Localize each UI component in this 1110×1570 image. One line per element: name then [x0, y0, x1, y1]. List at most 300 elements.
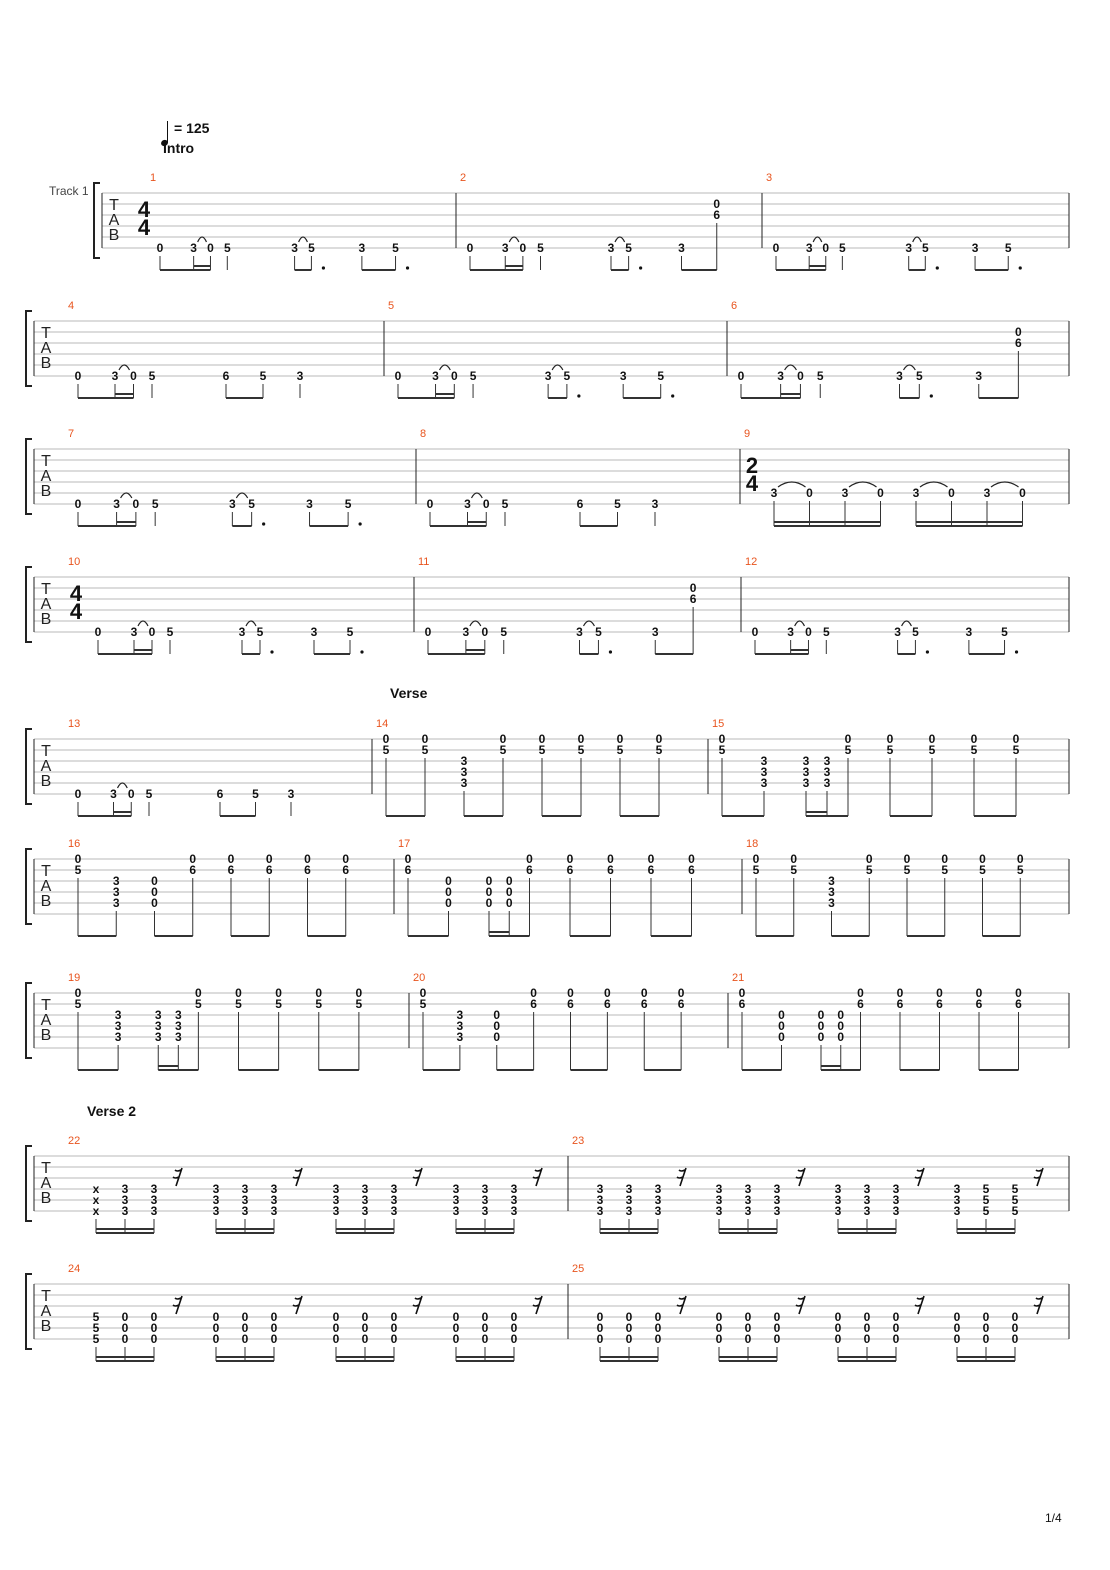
fret-number: 0	[896, 986, 904, 1000]
sixteenth-rest-icon	[293, 1296, 302, 1314]
fret-number: 0	[689, 581, 697, 595]
fret-number: 5	[1001, 625, 1008, 639]
fret-number: 0	[127, 787, 135, 801]
tie-arc	[118, 783, 128, 788]
fret-number: 6	[265, 863, 273, 877]
tab-clef-letter: T	[41, 325, 51, 342]
time-signature-top: 4	[69, 581, 83, 606]
fret-number: 3	[460, 765, 468, 779]
tie-arc	[509, 237, 519, 242]
fret-number: 3	[456, 1019, 464, 1033]
fret-number: 0	[654, 1332, 662, 1346]
fret-number: 5	[752, 863, 760, 877]
sixteenth-rest-icon	[796, 1168, 805, 1186]
fret-number: 0	[390, 1332, 398, 1346]
fret-number: 3	[892, 1204, 900, 1218]
fret-number: 3	[823, 765, 831, 779]
dot	[577, 394, 580, 397]
fret-number: 0	[865, 852, 873, 866]
fret-number: 0	[485, 885, 493, 899]
fret-number: 0	[485, 874, 493, 888]
fret-number: 0	[718, 732, 726, 746]
fret-number: 0	[361, 1310, 369, 1324]
fret-number: 3	[773, 1182, 781, 1196]
time-signature-top: 2	[745, 453, 759, 478]
fret-number: 0	[151, 885, 158, 899]
fret-number: 5	[614, 497, 621, 511]
fret-number: 3	[114, 1008, 122, 1022]
fret-number: 0	[150, 1310, 158, 1324]
fret-number: 3	[625, 1193, 633, 1207]
fret-number: 0	[212, 1310, 220, 1324]
fret-number: 0	[773, 1321, 781, 1335]
fret-number: 5	[903, 863, 911, 877]
fret-number: 0	[857, 986, 864, 1000]
fret-number: 0	[863, 1332, 871, 1346]
fret-number: 0	[355, 986, 363, 1000]
fret-number: 3	[773, 1204, 781, 1218]
fret-number: 3	[241, 1204, 249, 1218]
fret-number: 3	[390, 1193, 398, 1207]
fret-number: 0	[505, 874, 513, 888]
fret-number: 6	[647, 863, 655, 877]
fret-number: 3	[481, 1193, 489, 1207]
tab-clef-letter: A	[40, 1303, 52, 1320]
fret-number: 5	[74, 997, 82, 1011]
fret-number: 0	[510, 1310, 518, 1324]
fret-number: 0	[121, 1321, 129, 1335]
system-bracket	[26, 729, 32, 804]
sixteenth-rest-icon	[533, 1168, 542, 1186]
fret-number: 3	[310, 625, 318, 639]
fret-number: 0	[975, 986, 983, 1000]
tab-clef-letter: T	[41, 997, 51, 1014]
system-bracket	[26, 311, 32, 386]
fret-number: 0	[655, 732, 663, 746]
fret-number: 0	[979, 852, 986, 866]
fret-number: 0	[156, 241, 164, 255]
fret-number: 0	[270, 1310, 278, 1324]
fret-number: 5	[252, 787, 259, 801]
fret-number: 0	[212, 1321, 220, 1335]
fret-number: 0	[607, 852, 614, 866]
fret-number: 3	[760, 776, 768, 790]
fret-number: 3	[802, 754, 810, 768]
fret-number: 5	[166, 625, 174, 639]
fret-number: 5	[501, 497, 509, 511]
fret-number: 0	[270, 1321, 278, 1335]
sixteenth-rest-icon	[1034, 1168, 1043, 1186]
fret-number: 6	[566, 863, 574, 877]
fret-number: 0	[304, 852, 311, 866]
fret-number: 3	[154, 1008, 162, 1022]
fret-number: 0	[227, 852, 235, 866]
fret-number: 5	[355, 997, 363, 1011]
fret-number: 3	[625, 1182, 633, 1196]
tab-clef-letter: B	[40, 611, 52, 628]
fret-number: 3	[481, 1204, 489, 1218]
dot	[262, 522, 265, 525]
fret-number: 5	[151, 497, 159, 511]
fret-number: 3	[114, 1030, 122, 1044]
fret-number: 3	[607, 241, 615, 255]
fret-number: 3	[241, 1182, 249, 1196]
fret-number: 0	[713, 197, 721, 211]
fret-number: 3	[481, 1182, 489, 1196]
fret-number: 0	[493, 1019, 501, 1033]
fret-number: 3	[291, 241, 298, 255]
fret-number: 0	[817, 1008, 825, 1022]
fret-number: 0	[953, 1321, 961, 1335]
fret-number: 3	[975, 369, 983, 383]
fret-number: 0	[452, 1321, 460, 1335]
fret-number: 3	[953, 1193, 961, 1207]
fret-number: 0	[151, 896, 158, 910]
fret-number: 0	[212, 1332, 220, 1346]
fret-number: 6	[216, 787, 224, 801]
fret-number: 5	[148, 369, 156, 383]
fret-number: 0	[74, 986, 82, 1000]
fret-number: 3	[150, 1182, 158, 1196]
fret-number: 5	[92, 1321, 100, 1335]
fret-number: 3	[770, 486, 778, 500]
measure-number: 25	[572, 1263, 585, 1275]
fret-number: 5	[839, 241, 846, 255]
tab-clef-letter: A	[40, 1012, 52, 1029]
fret-number: 6	[607, 863, 614, 877]
fret-number: 3	[452, 1204, 460, 1218]
fret-number: 3	[464, 497, 471, 511]
tie-arc	[119, 365, 130, 370]
fret-number: 3	[544, 369, 552, 383]
tab-clef-letter: B	[40, 1318, 52, 1335]
fret-number: 3	[863, 1193, 871, 1207]
fret-number: 0	[1011, 1321, 1019, 1335]
fret-number: 0	[834, 1310, 842, 1324]
fret-number: 3	[983, 486, 991, 500]
tie-arc	[902, 621, 912, 626]
fret-number: 5	[625, 241, 632, 255]
fret-number: 0	[132, 497, 140, 511]
fret-number: 5	[538, 743, 546, 757]
fret-number: 3	[358, 241, 366, 255]
fret-number: 0	[647, 852, 655, 866]
fret-number: 0	[121, 1310, 129, 1324]
dot	[406, 266, 409, 269]
fret-number: 5	[256, 625, 264, 639]
fret-number: 3	[190, 241, 197, 255]
fret-number: 0	[445, 896, 452, 910]
fret-number: 0	[928, 732, 936, 746]
fret-number: 0	[493, 1030, 501, 1044]
fret-number: 0	[892, 1332, 900, 1346]
tie-arc	[795, 621, 805, 626]
fret-number: 3	[912, 486, 920, 500]
fret-number: 3	[121, 1193, 129, 1207]
tie-arc	[991, 482, 1019, 487]
fret-number: 3	[654, 1193, 662, 1207]
fret-number: 3	[773, 1193, 781, 1207]
dot	[1015, 650, 1018, 653]
fret-number: 0	[421, 732, 429, 746]
fret-number: 0	[751, 625, 759, 639]
fret-number: 5	[419, 997, 427, 1011]
measure-number: 6	[731, 300, 738, 312]
fret-number: 0	[482, 497, 490, 511]
fret-number: 0	[538, 732, 546, 746]
tie-arc	[440, 365, 451, 370]
tab-clef-letter: A	[40, 878, 52, 895]
track-name: Track 1	[49, 184, 89, 198]
time-signature-bottom: 4	[69, 599, 83, 624]
fret-number: 0	[1011, 1310, 1019, 1324]
fret-number: 6	[1015, 336, 1022, 350]
tab-clef-letter: A	[40, 340, 52, 357]
fret-number: 3	[150, 1204, 158, 1218]
fret-number: 3	[174, 1008, 182, 1022]
fret-number: 3	[460, 754, 468, 768]
measure-number: 13	[68, 718, 81, 730]
fret-number: 5	[979, 863, 986, 877]
fret-number: 6	[688, 863, 695, 877]
tie-arc	[778, 482, 806, 487]
fret-number: 3	[111, 369, 119, 383]
fret-number: 5	[912, 625, 919, 639]
fret-number: 0	[499, 732, 507, 746]
fret-number: 3	[805, 241, 813, 255]
fret-number: 5	[248, 497, 255, 511]
fret-number: 3	[452, 1193, 460, 1207]
tie-arc	[472, 493, 483, 498]
fret-number: 0	[948, 486, 955, 500]
tie-arc	[138, 621, 148, 626]
dot	[609, 650, 612, 653]
page-number: 1/4	[1045, 1511, 1062, 1525]
fret-number: 5	[1011, 1193, 1019, 1207]
measure-number: 19	[68, 972, 81, 984]
fret-number: 5	[1004, 241, 1012, 255]
dot	[1019, 266, 1022, 269]
fret-number: 0	[424, 625, 432, 639]
fret-number: 0	[941, 852, 949, 866]
tie-arc	[615, 237, 625, 242]
fret-number: 3	[965, 625, 973, 639]
fret-number: 3	[892, 1182, 900, 1196]
dot	[671, 394, 674, 397]
fret-number: 6	[896, 997, 904, 1011]
fret-number: 3	[332, 1193, 340, 1207]
fret-number: 5	[469, 369, 477, 383]
fret-number: 5	[392, 241, 399, 255]
measure-number: 4	[68, 300, 75, 312]
fret-number: 0	[505, 885, 513, 899]
fret-number: 0	[94, 625, 102, 639]
measure-number: 15	[712, 718, 725, 730]
sixteenth-rest-icon	[915, 1168, 924, 1186]
fret-number: 3	[905, 241, 913, 255]
fret-number: 6	[227, 863, 235, 877]
fret-number: 0	[778, 1008, 785, 1022]
fret-number: 3	[828, 874, 835, 888]
fret-number: 6	[936, 997, 943, 1011]
fret-number: 3	[112, 874, 120, 888]
measure-number: 17	[398, 838, 411, 850]
fret-number: 3	[715, 1193, 723, 1207]
fret-number: 6	[189, 863, 197, 877]
fret-number: 0	[982, 1332, 990, 1346]
measure-number: 12	[745, 556, 758, 568]
fret-number: 3	[823, 776, 831, 790]
fret-number: 0	[241, 1310, 249, 1324]
dot	[936, 266, 939, 269]
measure-number: 10	[68, 556, 81, 568]
tab-clef-letter: B	[40, 893, 52, 910]
fret-number: 0	[1012, 732, 1020, 746]
measure-number: 24	[68, 1263, 81, 1275]
measure-number: 22	[68, 1135, 81, 1147]
system-bracket	[26, 1274, 32, 1349]
time-signature-top: 4	[137, 197, 151, 222]
fret-number: 3	[150, 1193, 158, 1207]
fret-number: 0	[270, 1332, 278, 1346]
fret-number: 0	[74, 787, 82, 801]
fret-number: 0	[74, 497, 82, 511]
fret-number: 0	[505, 896, 513, 910]
fret-number: 6	[530, 997, 537, 1011]
fret-number: 0	[481, 625, 489, 639]
fret-number: 0	[744, 1332, 752, 1346]
fret-number: 5	[346, 625, 354, 639]
fret-number: 3	[651, 497, 659, 511]
fret-number: 0	[1011, 1332, 1019, 1346]
fret-number: 3	[361, 1193, 369, 1207]
fret-number: 0	[519, 241, 527, 255]
fret-number: 0	[886, 732, 894, 746]
fret-number: 3	[332, 1204, 340, 1218]
fret-number: 0	[953, 1332, 961, 1346]
measure-number: 1	[150, 172, 157, 184]
fret-number: 0	[426, 497, 434, 511]
fret-number: 5	[235, 997, 242, 1011]
fret-number: 3	[760, 765, 768, 779]
fret-number: 3	[625, 1204, 633, 1218]
fret-number: 3	[212, 1182, 220, 1196]
fret-number: 5	[822, 625, 830, 639]
fret-number: 3	[212, 1204, 220, 1218]
fret-number: 0	[1019, 486, 1026, 500]
fret-number: 0	[510, 1332, 518, 1346]
fret-number: 0	[892, 1321, 900, 1335]
fret-number: 6	[689, 592, 697, 606]
fret-number: 3	[715, 1182, 723, 1196]
fret-number: 5	[577, 743, 585, 757]
system-bracket	[26, 983, 32, 1058]
measure-number: 16	[68, 838, 81, 850]
fret-number: 0	[150, 1321, 158, 1335]
fret-number: 5	[915, 369, 923, 383]
fret-number: 3	[596, 1182, 604, 1196]
fret-number: 0	[844, 732, 852, 746]
fret-number: 0	[452, 1310, 460, 1324]
tie-arc	[470, 621, 481, 626]
fret-number: 3	[390, 1182, 398, 1196]
fret-number: 0	[737, 369, 745, 383]
measure-number: 2	[460, 172, 467, 184]
dot	[930, 394, 933, 397]
tab-clef-letter: T	[41, 1160, 51, 1177]
fret-number: 3	[121, 1204, 129, 1218]
fret-number: 0	[805, 625, 812, 639]
fret-number: 3	[863, 1204, 871, 1218]
fret-number: 5	[921, 241, 929, 255]
fret-number: 3	[828, 896, 835, 910]
fret-number: 3	[678, 241, 685, 255]
fret-number: 3	[241, 1193, 249, 1207]
fret-number: 0	[616, 732, 624, 746]
fret-number: 5	[816, 369, 824, 383]
fret-number: 6	[576, 497, 584, 511]
fret-number: 5	[928, 743, 936, 757]
fret-number: 3	[270, 1204, 278, 1218]
fret-number: 0	[1015, 986, 1022, 1000]
fret-number: 0	[772, 241, 780, 255]
tab-clef-letter: A	[40, 596, 52, 613]
fret-number: 3	[744, 1193, 752, 1207]
fret-number: 0	[452, 1332, 460, 1346]
time-signature-bottom: 4	[745, 471, 759, 496]
measure-number: 18	[746, 838, 759, 850]
fret-number: 3	[456, 1008, 464, 1022]
fret-number: 0	[74, 852, 82, 866]
fret-number: 5	[1011, 1182, 1019, 1196]
fret-number: 6	[640, 997, 648, 1011]
fret-number: 5	[275, 997, 282, 1011]
fret-number: 0	[241, 1332, 249, 1346]
fret-number: 0	[752, 852, 760, 866]
tab-clef-letter: B	[40, 1027, 52, 1044]
fret-number: 0	[241, 1321, 249, 1335]
fret-number: 0	[361, 1332, 369, 1346]
fret-number: 3	[894, 625, 901, 639]
fret-number: 5	[74, 863, 82, 877]
sixteenth-rest-icon	[173, 1296, 182, 1314]
section-label-verse: Verse	[390, 685, 428, 701]
tab-clef-letter: B	[40, 773, 52, 790]
fret-number: 0	[74, 369, 82, 383]
fret-number: 0	[790, 852, 798, 866]
fret-number: 3	[212, 1193, 220, 1207]
fret-number: 5	[145, 787, 153, 801]
fret-number: 0	[419, 986, 427, 1000]
fret-number: 3	[619, 369, 627, 383]
fret-number: 0	[625, 1332, 633, 1346]
sixteenth-rest-icon	[915, 1296, 924, 1314]
tab-clef-letter: T	[41, 1288, 51, 1305]
fret-number: 3	[971, 241, 979, 255]
fret-number: 3	[130, 625, 138, 639]
fret-number: x	[92, 1204, 100, 1218]
fret-number: 3	[154, 1019, 162, 1033]
dot	[270, 650, 273, 653]
fret-number: 5	[195, 997, 202, 1011]
tie-arc	[920, 482, 948, 487]
fret-number: 5	[259, 369, 267, 383]
system-bracket	[26, 567, 32, 642]
fret-number: 0	[834, 1321, 842, 1335]
fret-number: 3	[112, 896, 120, 910]
fret-number: 3	[802, 776, 810, 790]
fret-number: 5	[223, 241, 231, 255]
